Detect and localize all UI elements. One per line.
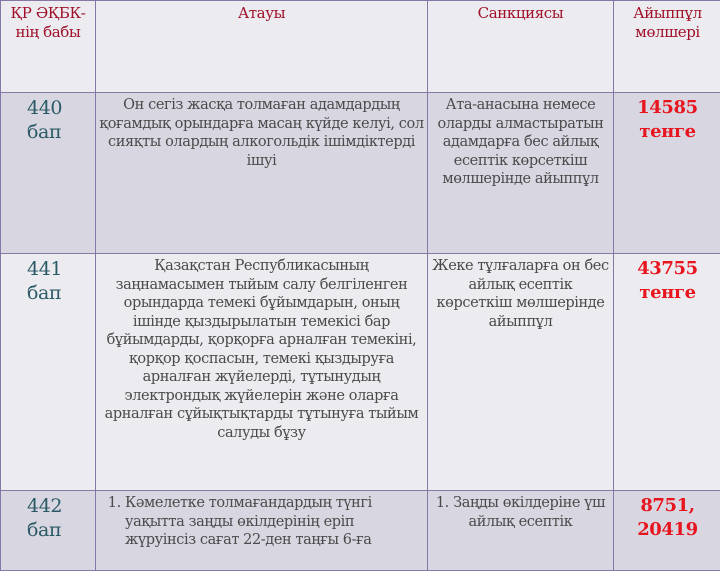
table-row	[1, 254, 720, 491]
name-cell	[96, 491, 428, 571]
name-cell: Он сегіз жасқа толмаған адамдардың қоғамдық орындарға масаң күйде келуі, сол сияқты олардың алкогольдік ішімдіктерді ішуі	[96, 93, 428, 254]
name-cell: Қазақстан Республикасының заңнамасымен тыйым салу белгіленген орындарда темекі бұйымдарын, оның ішінде қыздырылатын темекісі бар бұйымдарды, қорқорға арналған темекіні, қорқор қоспасын, темекі қыздыруға арналған жүйелерді, тұтынудың электрондық жүйелерін және оларға арналған сұйықтықтарды тұтынуға тыйым салуды бұзу	[96, 254, 428, 491]
sanction-cell: Жеке тұлғаларға он бес айлық есептік көрсеткіш мөлшерінде айыппұл	[428, 254, 614, 491]
article-cell: 440 бап	[1, 93, 96, 254]
table-row	[1, 93, 720, 254]
fine-cell: 43755 тенге	[614, 254, 720, 491]
article-cell: 442 бап	[1, 491, 96, 571]
header-sanction: Санкциясы	[428, 1, 614, 93]
header-fine: Айыппұл мөлшері	[614, 1, 720, 93]
sanction-cell: 1. Заңды өкілдеріне үш айлық есептік	[428, 491, 614, 571]
header-article: ҚР ӘҚБК-нің бабы	[1, 1, 96, 93]
sanction-cell: Ата-анасына немесе оларды алмастыратын адамдарға бес айлық есептік көрсеткіш мөлшерінде айыппұл	[428, 93, 614, 254]
name-list-item: 1. Кәмелетке толмағандардың түнгі уақытта заңды өкілдерінің еріп жүруінсіз сағат 22-ден таңғы 6-ға	[125, 494, 424, 550]
fine-cell: 8751, 20419	[614, 491, 720, 571]
table-row	[1, 491, 720, 571]
fine-cell: 14585 тенге	[614, 93, 720, 254]
article-cell: 441 бап	[1, 254, 96, 491]
header-name: Атауы	[96, 1, 428, 93]
header-row	[1, 1, 720, 93]
